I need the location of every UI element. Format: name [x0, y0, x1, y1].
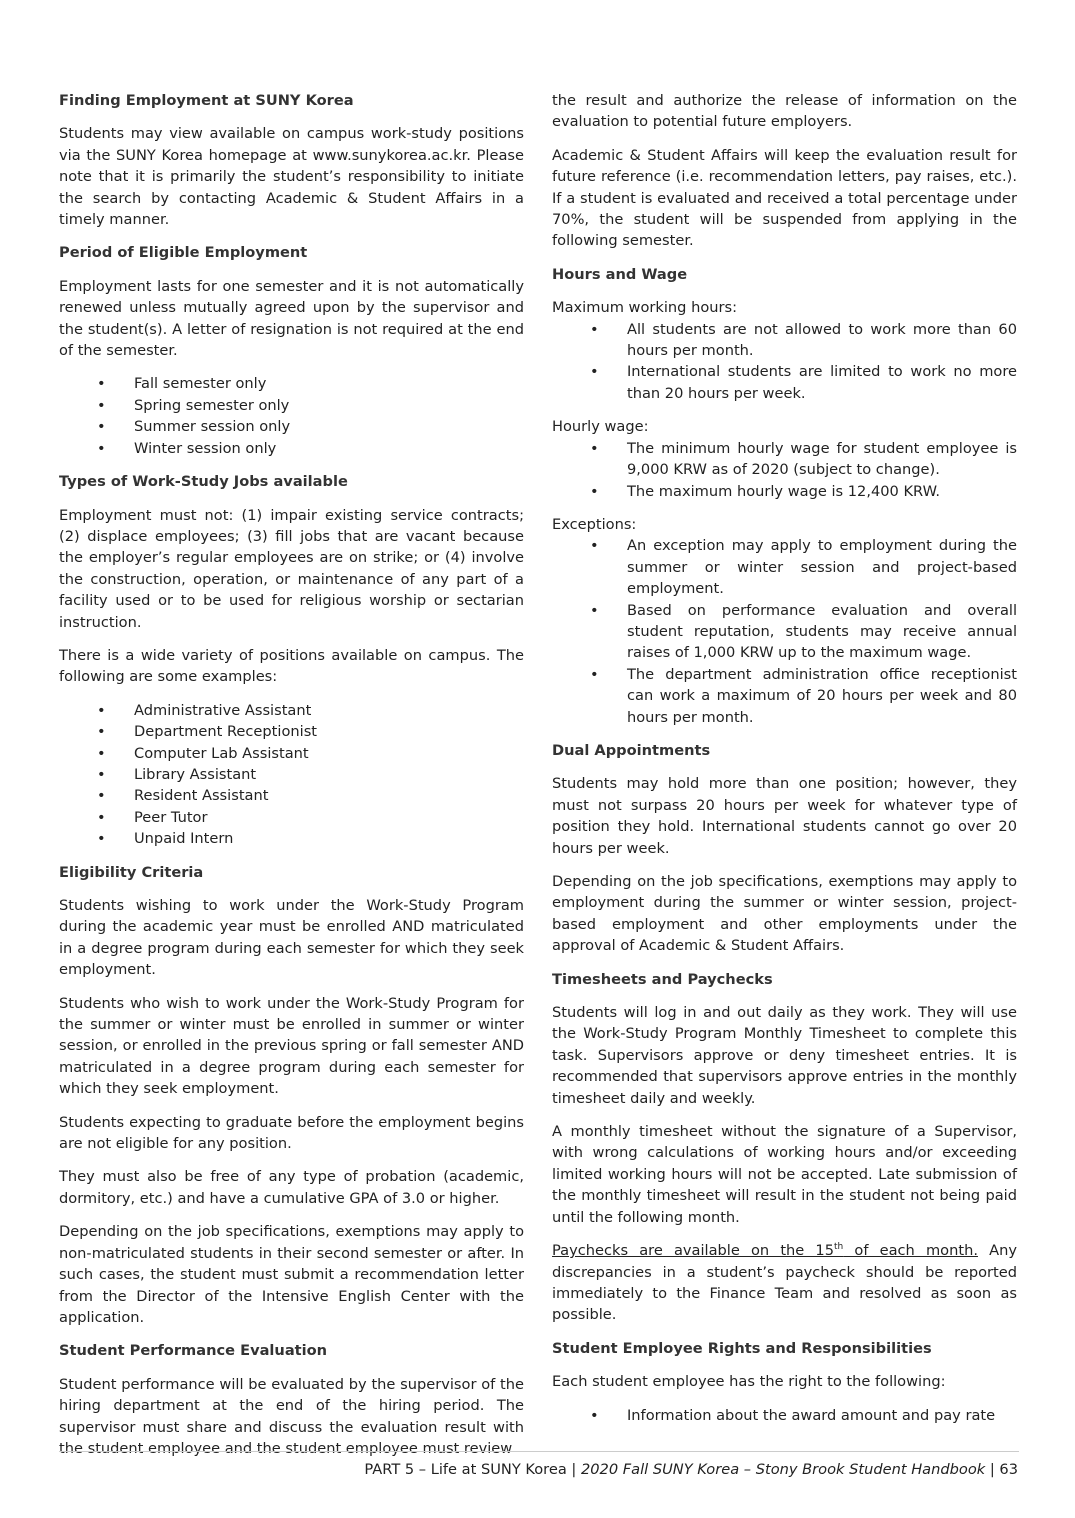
- paragraph: A monthly timesheet without the signature of a Supervisor, with wrong calculations of working hours and/or exceeding limited working hours will not be accepted. Late submission of the monthly timesheet will result in the student not being paid until the following month.: [552, 1123, 1017, 1226]
- heading-timesheets-and-paychecks: Timesheets and Paychecks: [552, 970, 773, 988]
- exceptions-list: [552, 535, 1017, 728]
- paragraph: Depending on the job specifications, exemptions may apply to non-matriculated students in their second semester or after. In such cases, the student must submit a recommendation letter from the Director of the Intensive English Center with the application.: [59, 1223, 524, 1326]
- list-item: • Peer Tutor: [59, 807, 524, 828]
- list-item: • Summer session only: [59, 416, 524, 437]
- paragraph: Academic & Student Affairs will keep the evaluation result for future reference (i.e. recommendation letters, pay raises, etc.). If a student is evaluated and received a total percentage under 70%, the student will be suspended from applying in the following semester.: [552, 146, 1017, 250]
- heading-period-of-eligible-employment: Period of Eligible Employment: [59, 244, 308, 262]
- paragraph: Students expecting to graduate before the employment begins are not eligible for any position.: [59, 1113, 524, 1153]
- paragraph: Student performance will be evaluated by the supervisor of the hiring department at the end of the hiring period. The supervisor must share and discuss the evaluation result with the student employee and the student employee must review: [59, 1375, 524, 1457]
- label-max-hours: Maximum working hours:: [552, 299, 738, 317]
- paragraph: Students may view available on campus work-study positions via the SUNY Korea homepage at www.sunykorea.ac.kr. Please note that it is primarily the student’s responsibility to initiate the search by contacting Academic & Student Affairs in a timely manner.: [59, 125, 524, 229]
- list-item: • The department administration office receptionist can work a maximum of 20 hours per week and 80 hours per month.: [552, 664, 1017, 728]
- list-item: • Based on performance evaluation and overall student reputation, students may receive annual raises of 1,000 KRW up to the maximum wage.: [552, 600, 1017, 664]
- list-item: • International students are limited to work no more than 20 hours per week.: [552, 361, 1017, 404]
- list-item: • Resident Assistant: [59, 785, 524, 806]
- list-item: • Library Assistant: [59, 764, 524, 785]
- list-item: • Fall semester only: [59, 373, 524, 394]
- page-number: 63: [999, 1461, 1018, 1478]
- heading-finding-employment: Finding Employment at SUNY Korea: [59, 92, 354, 109]
- footer-divider: [59, 1451, 1019, 1452]
- list-item: • Administrative Assistant: [59, 700, 524, 721]
- list-item: • All students are not allowed to work more than 60 hours per month.: [552, 319, 1017, 362]
- label-hourly-wage: Hourly wage:: [552, 418, 649, 436]
- heading-dual-appointments: Dual Appointments: [552, 741, 711, 759]
- paragraph: Employment lasts for one semester and it is not automatically renewed unless mutually agreed upon by the supervisor and the student(s). A letter of resignation is not required at the end of the semester.: [59, 277, 524, 360]
- heading-types-of-jobs: Types of Work-Study Jobs available: [59, 473, 348, 491]
- max-hours-list: [552, 319, 1017, 405]
- paragraph: They must also be free of any type of probation (academic, dormitory, etc.) and have a cumulative GPA of 3.0 or higher.: [59, 1168, 524, 1207]
- list-item: • Winter session only: [59, 438, 524, 459]
- paragraph: Employment must not: (1) impair existing service contracts; (2) displace employees; (3) fill jobs that are vacant because the employer’s regular employees are on strike; or (4) involve the construction, operation, or maintenance of any part of a facility used or to be used for religious worship or sectarian instruction.: [59, 506, 524, 631]
- paragraph: Students may hold more than one position; however, they must not surpass 20 hours per week for whatever type of position they hold. International students cannot go over 20 hours per week.: [552, 775, 1017, 857]
- paragraph: Students wishing to work under the Work-Study Program during the academic year must be enrolled AND matriculated in a degree program during each semester for which they seek employment.: [59, 897, 524, 979]
- paragraph: Each student employee has the right to the following:: [552, 1373, 946, 1391]
- footer-part: PART 5 – Life at SUNY Korea |: [364, 1461, 581, 1478]
- paragraph: the result and authorize the release of information on the evaluation to potential future employers.: [552, 92, 1017, 131]
- label-exceptions: Exceptions:: [552, 515, 637, 533]
- paragraph: There is a wide variety of positions available on campus. The following are some examples:: [59, 646, 524, 686]
- footer-title: 2020 Fall SUNY Korea – Stony Brook Student Handbook: [580, 1461, 986, 1478]
- list-item: • The maximum hourly wage is 12,400 KRW.: [552, 481, 1017, 502]
- list-item: • Computer Lab Assistant: [59, 743, 524, 764]
- list-item: • Spring semester only: [59, 395, 524, 416]
- footer-separator: |: [985, 1461, 1000, 1478]
- page-footer: [364, 1459, 1018, 1480]
- list-item: • Information about the award amount and pay rate: [552, 1405, 1017, 1426]
- paragraph: Depending on the job specifications, exemptions may apply to employment during the summer or winter session, project-based employment and other employments under the approval of Academic & Student Affairs.: [552, 873, 1017, 955]
- paychecks-underlined-text: Paychecks are available on the 15th of each month.: [552, 1242, 978, 1260]
- list-item: • An exception may apply to employment during the summer or winter session and project-based employment.: [552, 535, 1017, 599]
- left-column: [59, 90, 524, 1471]
- semester-list: [59, 373, 524, 459]
- hourly-wage-list: [552, 438, 1017, 502]
- list-item: • Department Receptionist: [59, 721, 524, 742]
- heading-eligibility-criteria: Eligibility Criteria: [59, 863, 204, 881]
- paragraph: Students will log in and out daily as they work. They will use the Work-Study Program Monthly Timesheet to complete this task. Supervisors approve or deny timesheet entries. It is recommended that supervisors approve entries in the monthly timesheet daily and weekly.: [552, 1004, 1017, 1107]
- positions-list: [59, 700, 524, 850]
- heading-rights-and-responsibilities: Student Employee Rights and Responsibilities: [552, 1339, 932, 1357]
- list-item: • The minimum hourly wage for student employee is 9,000 KRW as of 2020 (subject to change).: [552, 438, 1017, 481]
- heading-student-performance-evaluation: Student Performance Evaluation: [59, 1342, 328, 1360]
- list-item: • Unpaid Intern: [59, 828, 524, 849]
- rights-list: [552, 1405, 1017, 1426]
- paychecks-paragraph: Paychecks are available on the 15th of each month. Any discrepancies in a student’s paycheck should be reported immediately to the Finance Team and resolved as soon as possible.: [552, 1242, 1017, 1324]
- paragraph: Students who wish to work under the Work-Study Program for the summer or winter must be enrolled in summer or winter session, or enrolled in the previous spring or fall semester AND matriculated in a degree program during each semester for which they seek employment.: [59, 994, 524, 1098]
- right-column: [552, 90, 1017, 1438]
- heading-hours-and-wage: Hours and Wage: [552, 265, 688, 283]
